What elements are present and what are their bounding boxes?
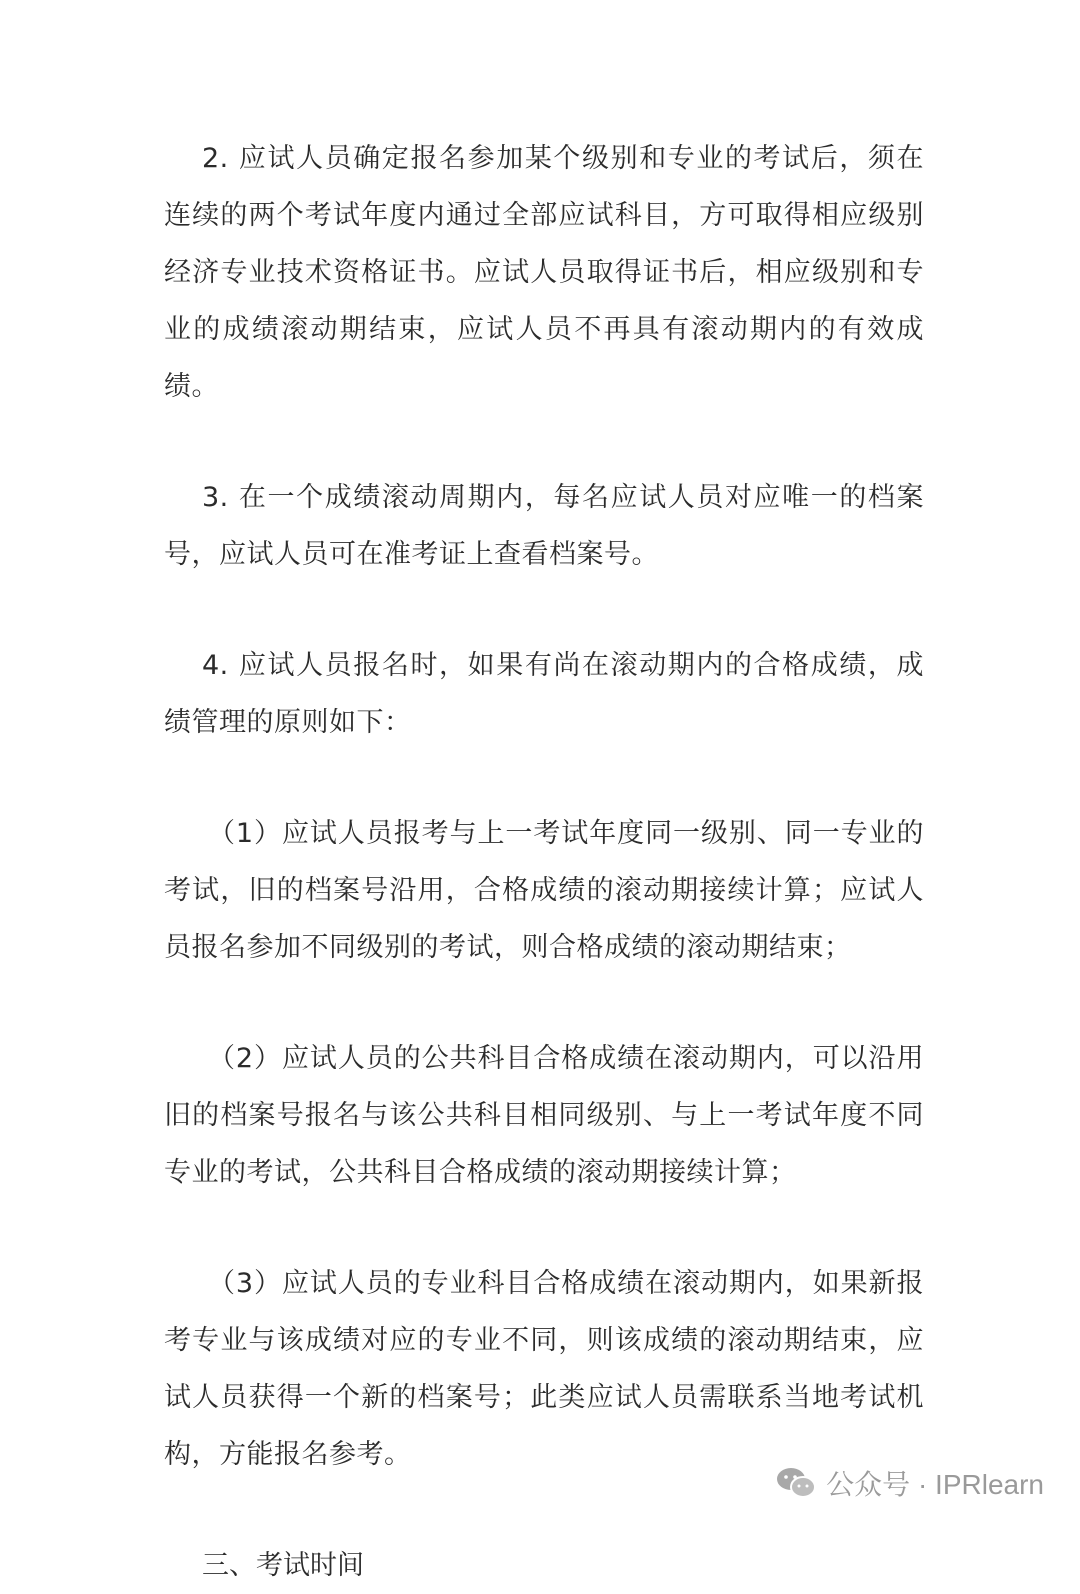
watermark bbox=[776, 1460, 1044, 1506]
paragraph-4-1: （1）应试人员报考与上一考试年度同一级别、同一专业的考试，旧的档案号沿用，合格成绩的滚动期接续计算；应试人员报名参加不同级别的考试，则合格成绩的滚动期结束； bbox=[164, 818, 924, 963]
section-heading: 三、考试时间 bbox=[202, 1550, 364, 1581]
wechat-icon bbox=[776, 1466, 816, 1500]
paragraph-3: 3. 在一个成绩滚动周期内，每名应试人员对应唯一的档案号，应试人员可在准考证上查看档案号。 bbox=[164, 482, 924, 570]
paragraph-4-3: （3）应试人员的专业科目合格成绩在滚动期内，如果新报考专业与该成绩对应的专业不同，则该成绩的滚动期结束，应试人员获得一个新的档案号；此类应试人员需联系当地考试机构，方能报名参考。 bbox=[164, 1268, 924, 1470]
watermark-text: 公众号 · IPRlearn bbox=[826, 1469, 1044, 1500]
paragraph-4-2: （2）应试人员的公共科目合格成绩在滚动期内，可以沿用旧的档案号报名与该公共科目相同级别、与上一考试年度不同专业的考试，公共科目合格成绩的滚动期接续计算； bbox=[164, 1043, 924, 1188]
paragraph-2: 2. 应试人员确定报名参加某个级别和专业的考试后，须在连续的两个考试年度内通过全部应试科目，方可取得相应级别经济专业技术资格证书。应试人员取得证书后，相应级别和专业的成绩滚动期结束，应试人员不再具有滚动期内的有效成绩。 bbox=[164, 143, 924, 402]
article-body bbox=[164, 130, 924, 1594]
paragraph-4: 4. 应试人员报名时，如果有尚在滚动期内的合格成绩，成绩管理的原则如下： bbox=[164, 650, 924, 738]
